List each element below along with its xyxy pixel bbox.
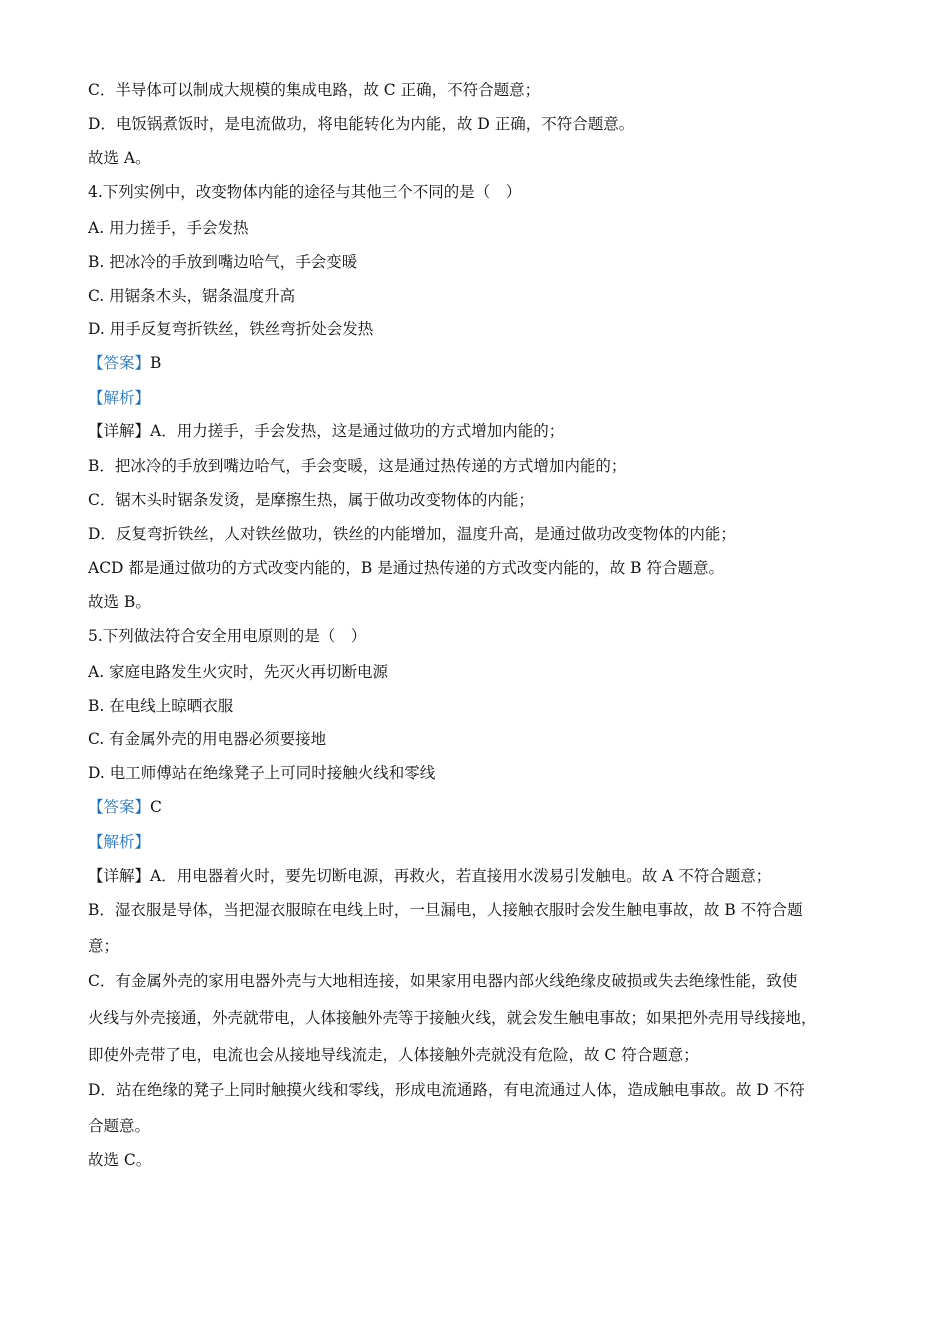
prev-conclusion: 故选 A。 [88, 149, 151, 167]
q4-analysis-tag: 【解析】 [88, 389, 151, 407]
detail-text: A．用电器着火时，要先切断电源，再救火，若直接用水泼易引发触电。故 A 不符合题意； [150, 867, 772, 885]
detail-text: A．用力搓手，手会发热，这是通过做功的方式增加内能的； [150, 422, 565, 440]
q5-option-b: B. 在电线上晾晒衣服 [88, 697, 234, 715]
detail-tag: 【详解】 [88, 867, 151, 885]
q5-detail-c-line3: 即使外壳带了电，电流也会从接地导线流走，人体接触外壳就没有危险，故 C 符合题意； [88, 1046, 699, 1064]
q5-detail-c-line1: C．有金属外壳的家用电器外壳与大地相连接，如果家用电器内部火线绝缘皮破损或失去绝缘性能，致使 [88, 972, 798, 990]
q4-option-c: C. 用锯条木头，锯条温度升高 [88, 287, 296, 305]
q5-detail-d-line1: D．站在绝缘的凳子上同时触摸火线和零线，形成电流通路，有电流通过人体，造成触电事故。故 D 不符 [88, 1081, 805, 1099]
q4-answer [88, 353, 161, 373]
q4-detail-d: D．反复弯折铁丝，人对铁丝做功，铁丝的内能增加，温度升高，是通过做功改变物体的内能； [88, 525, 736, 543]
q5-answer [88, 797, 162, 817]
q5-detail-d-line2: 合题意。 [88, 1117, 151, 1135]
q4-conclusion: 故选 B。 [88, 593, 151, 611]
q4-detail-b: B．把冰冷的手放到嘴边哈气，手会变暖，这是通过热传递的方式增加内能的； [88, 457, 627, 475]
q5-conclusion: 故选 C。 [88, 1151, 152, 1169]
answer-tag: 【答案】 [88, 798, 151, 816]
question-5-stem: 5.下列做法符合安全用电原则的是（ ） [88, 627, 367, 645]
q5-option-a: A. 家庭电路发生火灾时，先灭火再切断电源 [88, 663, 389, 681]
q5-option-d: D. 电工师傅站在绝缘凳子上可同时接触火线和零线 [88, 764, 436, 782]
q4-summary: ACD 都是通过做功的方式改变内能的，B 是通过热传递的方式改变内能的，故 B 符合题意。 [88, 559, 724, 577]
q5-detail-b-line2: 意； [88, 937, 120, 955]
q4-option-b: B. 把冰冷的手放到嘴边哈气，手会变暖 [88, 253, 358, 271]
answer-value: B [150, 354, 162, 372]
q5-detail-a [88, 866, 771, 886]
q4-option-a: A. 用力搓手，手会发热 [88, 219, 249, 237]
q5-analysis-tag: 【解析】 [88, 833, 151, 851]
q4-option-d: D. 用手反复弯折铁丝，铁丝弯折处会发热 [88, 320, 374, 338]
prev-explanation-c: C．半导体可以制成大规模的集成电路，故 C 正确，不符合题意； [88, 81, 541, 99]
q5-detail-b-line1: B．湿衣服是导体，当把湿衣服晾在电线上时，一旦漏电，人接触衣服时会发生触电事故，故 B 不符合题 [88, 901, 803, 919]
q4-detail-c: C．锯木头时锯条发烫，是摩擦生热，属于做功改变物体的内能； [88, 491, 534, 509]
detail-tag: 【详解】 [88, 422, 151, 440]
q5-detail-c-line2: 火线与外壳接通，外壳就带电，人体接触外壳等于接触火线，就会发生触电事故；如果把外壳用导线接地， [88, 1009, 817, 1027]
prev-explanation-d: D．电饭锅煮饭时，是电流做功，将电能转化为内能，故 D 正确，不符合题意。 [88, 115, 635, 133]
q4-detail-a [88, 421, 564, 441]
q5-option-c: C. 有金属外壳的用电器必须要接地 [88, 730, 327, 748]
answer-tag: 【答案】 [88, 354, 151, 372]
answer-value: C [150, 798, 162, 816]
question-4-stem: 4.下列实例中，改变物体内能的途径与其他三个不同的是（ ） [88, 183, 522, 201]
